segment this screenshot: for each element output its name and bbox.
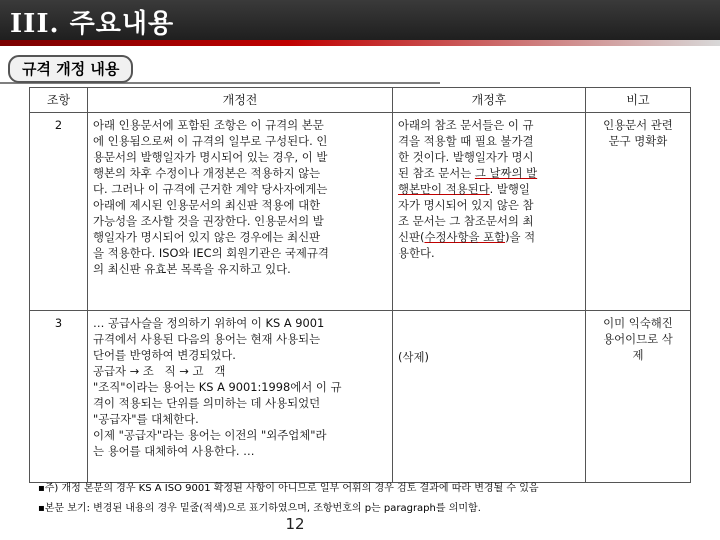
text-line: 아래의 참조 문서들은 이 규 [398,118,534,132]
text-line: 다. 그러나 이 규격에 근거한 계약 당사자에게는 [93,182,328,196]
text-line: … 공급사슬을 정의하기 위하여 이 KS A 9001 [93,316,325,330]
section-heading-bar [0,52,440,84]
comparison-table [29,87,691,483]
text-line: 행본의 차후 수정이나 개정본은 적용하지 않는 [93,166,321,180]
text-line: 규격에서 사용된 다음의 용어는 현재 사용되는 [93,332,321,346]
text-line: 용한다. [398,246,435,260]
revised-underline: 그 날짜의 발 [474,166,538,180]
text-line: 아래 인용문서에 포함된 조항은 이 규격의 본문 [93,118,324,132]
section-numeral: III. [10,9,60,39]
text-line [398,181,580,197]
text-segment: 신판( [398,230,425,244]
slide-header [0,0,720,40]
text-line: 제 [632,348,644,362]
text-line: 공급자 → 조 직 → 고 객 [93,364,226,378]
text-line [398,229,580,245]
text-line: 인용문서 관련 [603,118,673,132]
text-line: 을 적용한다. ISO와 IEC의 회원기관은 국제규격 [93,246,329,260]
revised-underline: 수정사항을 포함 [424,230,506,244]
text-segment: 된 참조 문서는 [398,166,475,180]
header-before: 개정전 [88,88,393,113]
after-text [393,113,586,311]
text-segment: . 발행일 [489,182,530,196]
before-text [88,311,393,483]
header-clause: 조항 [30,88,88,113]
text-line [398,165,580,181]
text-segment: )을 적 [505,230,536,244]
section-label: 규격 개정 내용 [8,55,133,83]
after-text: (삭제) [393,311,586,483]
revised-underline: 행본만이 적용된다 [398,182,490,196]
clause-number: 2 [30,113,88,311]
table-row [30,311,691,483]
text-line: "공급자"를 대체한다. [93,412,199,426]
page-number: 12 [285,515,305,533]
text-line: 가능성을 조사할 것을 권장한다. 인용문서의 발 [93,214,324,228]
text-line: 이제 "공급자"라는 용어는 이전의 "외주업체"라 [93,428,327,442]
footnote: ▪주) 개정 본문의 경우 KS A ISO 9001 확정된 사항이 아니므로 일부 어휘의 경우 검토 결과에 따라 변경될 수 있음 [38,483,539,494]
text-line: "조직"이라는 용어는 KS A 9001:1998에서 이 규 [93,380,342,394]
text-line: 용문서의 발행일자가 명시되어 있는 경우, 이 발 [93,150,328,164]
text-line: 격이 적용되는 단위를 의미하는 데 사용되었던 [93,396,321,410]
text-line: 조 문서는 그 참조문서의 최 [398,214,534,228]
text-line: 한 것이다. 발행일자가 명시 [398,150,534,164]
header-after: 개정후 [393,88,586,113]
text-line: 자가 명시되어 있지 않은 참 [398,198,534,212]
remarks-text [586,113,691,311]
text-line: 단어를 반영하여 변경되었다. [93,348,236,362]
text-line: 에 인용됨으로써 이 규격의 일부로 구성된다. 인 [93,134,328,148]
text-line: 격을 적용할 때 필요 불가결 [398,134,534,148]
before-text [88,113,393,311]
section-title-text: 주요내용 [69,9,175,39]
header-remarks: 비고 [586,88,691,113]
table-header-row [30,88,691,113]
text-line: 는 용어를 대체하여 사용한다. … [93,444,255,458]
text-line: 용어이므로 삭 [603,332,673,346]
text-line: 의 최신판 유효본 목록을 유지하고 있다. [93,262,291,276]
text-line: 문구 명확화 [608,134,668,148]
clause-number: 3 [30,311,88,483]
text-line: 행일자가 명시되어 있지 않은 경우에는 최신판 [93,230,321,244]
header-accent-band [0,40,720,46]
text-line: 이미 익숙해진 [603,316,673,330]
footnote: ▪본문 보기: 변경된 내용의 경우 밑줄(적색)으로 표기하였으며, 조항번호의 p는 paragraph를 의미함. [38,503,481,514]
text-line: 아래에 제시된 인용문서의 최신판 적용에 대한 [93,198,321,212]
slide-title [10,3,174,40]
table-row [30,113,691,311]
remarks-text [586,311,691,483]
